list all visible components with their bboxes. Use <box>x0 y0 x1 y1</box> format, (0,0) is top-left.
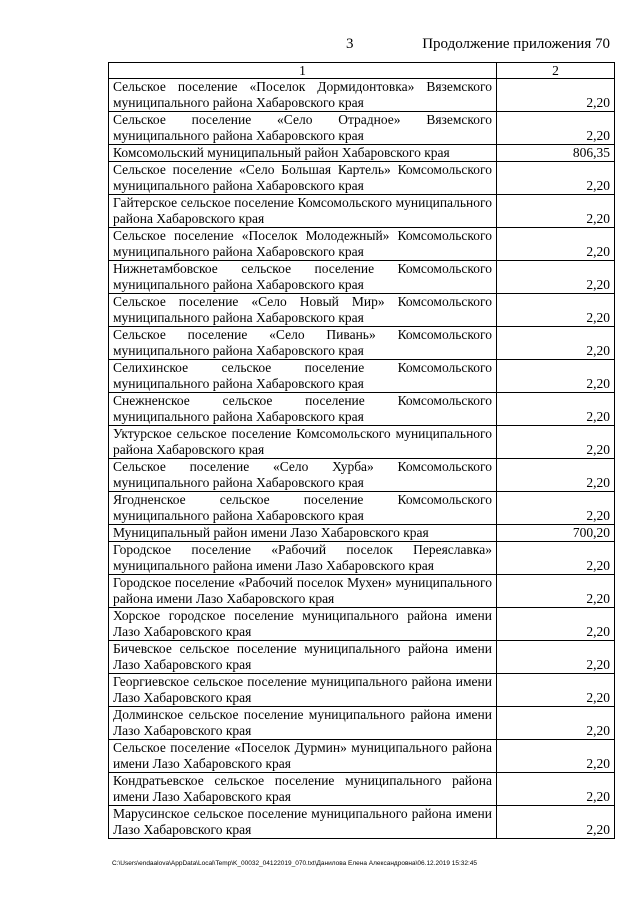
municipality-name-cell: Бичевское сельское поселение муниципального района имени Лазо Хабаровского края <box>109 641 497 674</box>
municipality-name-cell: Комсомольский муниципальный район Хабаровского края <box>109 145 497 162</box>
table-row <box>109 426 615 459</box>
municipality-name-cell: Ягодненское сельское поселение Комсомольского муниципального района Хабаровского края <box>109 492 497 525</box>
continuation-label: Продолжение приложения 70 <box>422 36 610 52</box>
amount-cell: 2,20 <box>497 426 615 459</box>
municipality-name-cell: Георгиевское сельское поселение муниципального района имени Лазо Хабаровского края <box>109 674 497 707</box>
amount-cell: 2,20 <box>497 773 615 806</box>
municipality-name-cell: Гайтерское сельское поселение Комсомольского муниципального района Хабаровского края <box>109 195 497 228</box>
municipality-name-cell: Сельское поселение «Село Пивань» Комсомольского муниципального района Хабаровского края <box>109 327 497 360</box>
municipality-name-cell: Селихинское сельское поселение Комсомольского муниципального района Хабаровского края <box>109 360 497 393</box>
amount-cell: 2,20 <box>497 327 615 360</box>
municipality-name-cell: Сельское поселение «Село Отрадное» Вяземского муниципального района Хабаровского края <box>109 112 497 145</box>
municipality-name-cell: Сельское поселение «Село Новый Мир» Комсомольского муниципального района Хабаровского края <box>109 294 497 327</box>
amount-cell: 2,20 <box>497 360 615 393</box>
municipality-name-cell: Марусинское сельское поселение муниципального района имени Лазо Хабаровского края <box>109 806 497 839</box>
amount-cell: 2,20 <box>497 575 615 608</box>
table-row <box>109 162 615 195</box>
data-table <box>108 62 615 839</box>
table-row <box>109 492 615 525</box>
municipality-name-cell: Сельское поселение «Поселок Дормидонтовка» Вяземского муниципального района Хабаровского края <box>109 79 497 112</box>
municipality-name-cell: Кондратьевское сельское поселение муниципального района имени Лазо Хабаровского края <box>109 773 497 806</box>
municipality-name-cell: Снежненское сельское поселение Комсомольского муниципального района Хабаровского края <box>109 393 497 426</box>
municipality-name-cell: Сельское поселение «Село Хурба» Комсомольского муниципального района Хабаровского края <box>109 459 497 492</box>
amount-cell: 2,20 <box>497 492 615 525</box>
table-row <box>109 608 615 641</box>
table-row <box>109 294 615 327</box>
table-row <box>109 261 615 294</box>
column-header-2: 2 <box>497 63 615 79</box>
table-row <box>109 806 615 839</box>
amount-cell: 2,20 <box>497 294 615 327</box>
table-row <box>109 459 615 492</box>
municipality-name-cell: Сельское поселение «Поселок Дурмин» муниципального района имени Лазо Хабаровского края <box>109 740 497 773</box>
amount-cell: 2,20 <box>497 674 615 707</box>
table-row <box>109 393 615 426</box>
column-header-1: 1 <box>109 63 497 79</box>
table-row <box>109 525 615 542</box>
table-row <box>109 195 615 228</box>
table-header-row <box>109 63 615 79</box>
amount-cell: 2,20 <box>497 641 615 674</box>
municipality-name-cell: Нижнетамбовское сельское поселение Комсомольского муниципального района Хабаровского края <box>109 261 497 294</box>
table-row <box>109 773 615 806</box>
page-number: 3 <box>346 36 354 52</box>
table-row <box>109 575 615 608</box>
table-row <box>109 228 615 261</box>
amount-cell: 2,20 <box>497 393 615 426</box>
municipality-name-cell: Муниципальный район имени Лазо Хабаровского края <box>109 525 497 542</box>
amount-cell: 2,20 <box>497 806 615 839</box>
amount-cell: 2,20 <box>497 228 615 261</box>
amount-cell: 2,20 <box>497 459 615 492</box>
footer-file-path: C:\Users\endaalova\AppData\Local\Temp\K_00032_04122019_070.txt\Данилова Елена Александровна\06.12.2019 15:32:45 <box>112 860 478 867</box>
municipality-name-cell: Сельское поселение «Село Большая Картель» Комсомольского муниципального района Хабаровского края <box>109 162 497 195</box>
amount-cell: 2,20 <box>497 608 615 641</box>
amount-cell: 2,20 <box>497 195 615 228</box>
table-row <box>109 707 615 740</box>
table-row <box>109 674 615 707</box>
amount-cell: 700,20 <box>497 525 615 542</box>
table-body <box>109 79 615 839</box>
municipality-name-cell: Хорское городское поселение муниципального района имени Лазо Хабаровского края <box>109 608 497 641</box>
table-row <box>109 360 615 393</box>
table-row <box>109 542 615 575</box>
table-row <box>109 79 615 112</box>
amount-cell: 806,35 <box>497 145 615 162</box>
table-row <box>109 740 615 773</box>
amount-cell: 2,20 <box>497 261 615 294</box>
municipality-name-cell: Городское поселение «Рабочий поселок Переяславка» муниципального района имени Лазо Хабаровского края <box>109 542 497 575</box>
amount-cell: 2,20 <box>497 162 615 195</box>
table-row <box>109 112 615 145</box>
amount-cell: 2,20 <box>497 79 615 112</box>
amount-cell: 2,20 <box>497 740 615 773</box>
amount-cell: 2,20 <box>497 707 615 740</box>
municipality-name-cell: Долминское сельское поселение муниципального района имени Лазо Хабаровского края <box>109 707 497 740</box>
table-row <box>109 641 615 674</box>
municipality-name-cell: Городское поселение «Рабочий поселок Мухен» муниципального района имени Лазо Хабаровского края <box>109 575 497 608</box>
municipality-name-cell: Уктурское сельское поселение Комсомольского муниципального района Хабаровского края <box>109 426 497 459</box>
amount-cell: 2,20 <box>497 112 615 145</box>
amount-cell: 2,20 <box>497 542 615 575</box>
table-row <box>109 145 615 162</box>
table-row <box>109 327 615 360</box>
municipality-name-cell: Сельское поселение «Поселок Молодежный» Комсомольского муниципального района Хабаровского края <box>109 228 497 261</box>
